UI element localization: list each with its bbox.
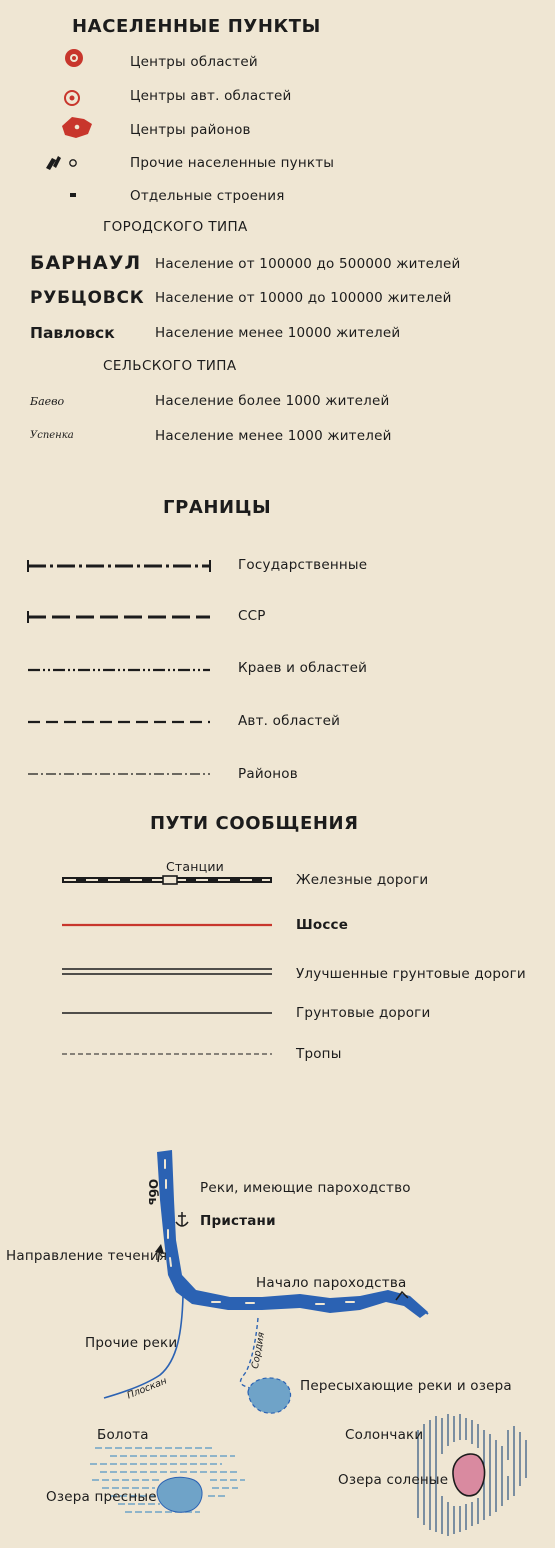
navigable-river	[157, 1150, 428, 1318]
other-rivers-label: Прочие реки	[85, 1335, 178, 1351]
rural-small-text: Население менее 1000 жителей	[155, 428, 392, 444]
salt-lakes-label: Озера соленые	[338, 1472, 449, 1488]
legend-raion-centers: Центры районов	[130, 122, 251, 138]
drying-rivers-label: Пересыхающие реки и озера	[300, 1378, 512, 1394]
river-sordia-label: Сордия	[249, 1331, 268, 1370]
urban-title: ГОРОДСКОГО ТИПА	[103, 219, 248, 235]
urban-small-text: Население менее 10000 жителей	[155, 325, 401, 341]
border-krai-label: Краев и областей	[238, 660, 368, 676]
road-improved-label: Улучшенные грунтовые дороги	[296, 966, 526, 982]
navigable-rivers-label: Реки, имеющие пароходство	[200, 1180, 411, 1196]
rural-example-small: Успенка	[30, 430, 74, 441]
flow-direction-label: Направление течения	[6, 1248, 168, 1264]
roads-title: ПУТИ СООБЩЕНИЯ	[150, 813, 359, 834]
salt-marsh-label: Солончаки	[345, 1427, 424, 1443]
settlements-title: НАСЕЛЕННЫЕ ПУНКТЫ	[72, 16, 321, 37]
drying-lake	[248, 1378, 291, 1413]
urban-medium-text: Население от 10000 до 100000 жителей	[155, 290, 452, 306]
urban-example-small: Павловск	[30, 324, 115, 342]
border-ssr-label: ССР	[238, 608, 266, 624]
border-state-label: Государственные	[238, 557, 368, 573]
border-raion-label: Районов	[238, 766, 298, 782]
road-trail-label: Тропы	[296, 1046, 342, 1062]
rural-example-large: Баево	[30, 395, 65, 408]
legend-oblast-centers: Центры областей	[130, 54, 258, 70]
river-ob-label: Обь	[146, 1178, 161, 1206]
urban-large-text: Население от 100000 до 500000 жителей	[155, 256, 461, 272]
fresh-lakes-label: Озера пресные	[46, 1489, 157, 1505]
fresh-lake	[157, 1477, 202, 1512]
anchor-icon	[176, 1212, 188, 1226]
navigation-start-label: Начало пароходства	[256, 1275, 407, 1291]
borders-title: ГРАНИЦЫ	[163, 497, 272, 518]
legend-autonomous-centers: Центры авт. областей	[130, 88, 292, 104]
urban-example-large: БАРНАУЛ	[30, 252, 142, 274]
salt-lake	[453, 1454, 485, 1496]
station-label: Станции	[166, 859, 224, 874]
legend-other-settlements: Прочие населенные пункты	[130, 155, 335, 171]
piers-label: Пристани	[200, 1213, 276, 1229]
road-dirt-label: Грунтовые дороги	[296, 1005, 431, 1021]
swamps-label: Болота	[97, 1427, 149, 1443]
river-ploskan-label: Плоскан	[125, 1375, 169, 1402]
legend-buildings: Отдельные строения	[130, 188, 285, 204]
urban-example-medium: РУБЦОВСК	[30, 288, 145, 308]
road-railway-label: Железные дороги	[296, 872, 429, 888]
border-autonomous-label: Авт. областей	[238, 713, 341, 729]
road-highway-label: Шоссе	[296, 917, 349, 933]
rural-large-text: Население более 1000 жителей	[155, 393, 390, 409]
rural-title: СЕЛЬСКОГО ТИПА	[103, 358, 237, 374]
